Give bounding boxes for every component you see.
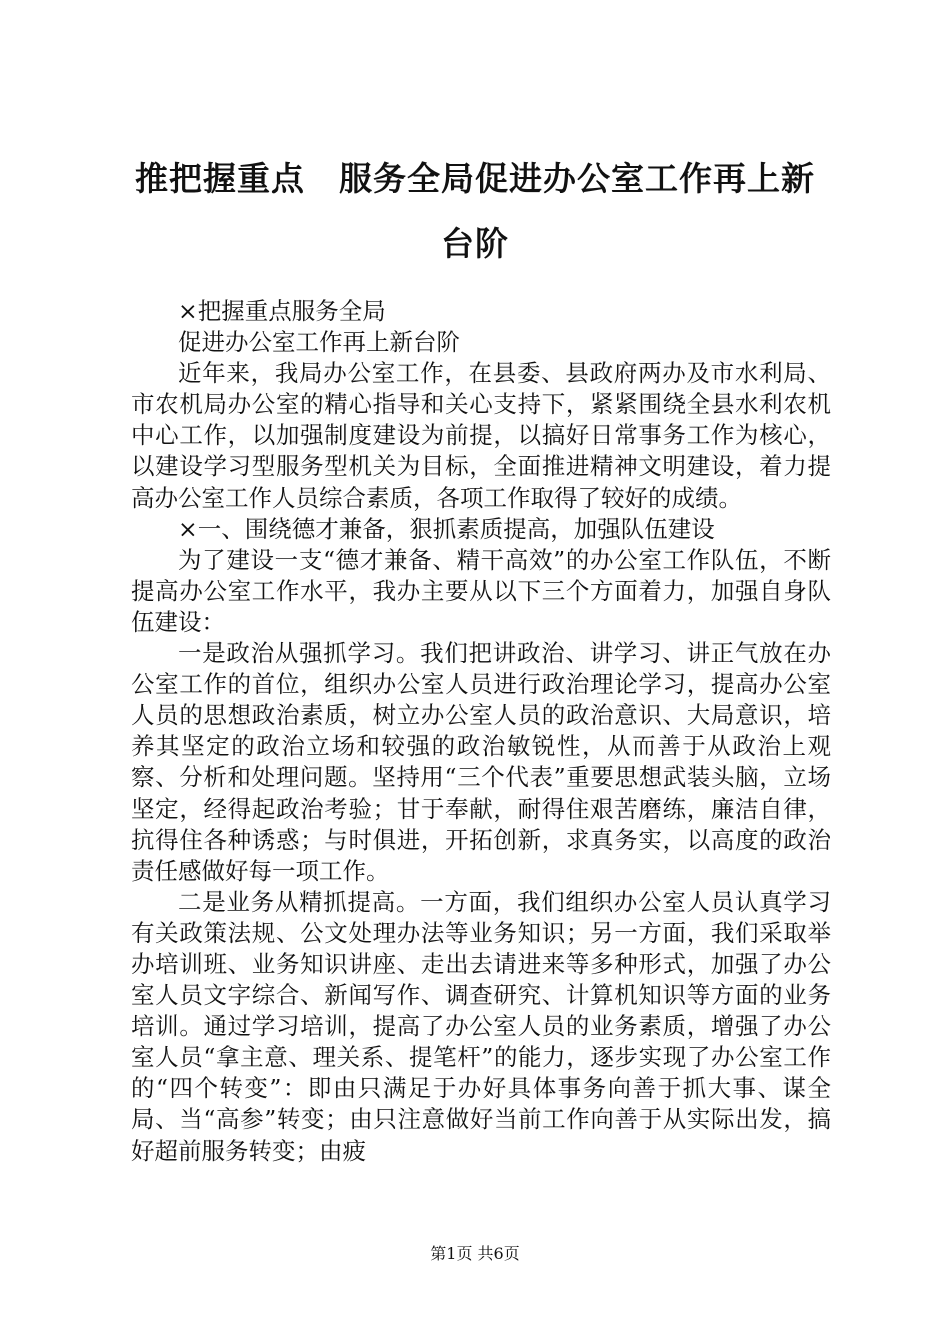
paragraph: ×把握重点服务全局 [178,297,386,325]
page-footer: 第1页 共6页 [430,1244,520,1263]
document-title-line-2: 台阶 [441,224,509,263]
paragraph: 一是政治从强抓学习。我们把讲政治、讲学习、讲正气放在办公室工作的首位，组织办公室人员进行政治理论学习，提高办公室人员的思想政治素质，树立办公室人员的政治意识、大局意识，培养其坚定的政治立场和较强的政治敏锐性，从而善于从政治上观察、分析和处理问题。坚持用“三个代表”重要思想武装头脑，立场坚定，经得起政治考验；甘于奉献，耐得住艰苦磨练，廉洁自律，抗得住各种诱惑；与时俱进，开拓创新，求真务实，以高度的政治责任感做好每一项工作。 [131,639,831,885]
paragraph: 促进办公室工作再上新台阶 [178,328,460,357]
paragraph: 二是业务从精抓提高。一方面，我们组织办公室人员认真学习有关政策法规、公文处理办法等业务知识；另一方面，我们采取举办培训班、业务知识讲座、走出去请进来等多种形式，加强了办公室人员文字综合、新闻写作、调查研究、计算机知识等方面的业务培训。通过学习培训，提高了办公室人员的业务素质，增强了办公室人员“拿主意、理关系、提笔杆”的能力，逐步实现了办公室工作的“四个转变”：即由只满足于办好具体事务向善于抓大事、谋全局、当“高参”转变；由只注意做好当前工作向善于从实际出发，搞好超前服务转变；由疲 [131,887,831,1165]
document-title-line-1: 推把握重点 服务全局促进办公室工作再上新 [135,159,815,198]
paragraph: 为了建设一支“德才兼备、精干高效”的办公室工作队伍，不断提高办公室工作水平，我办主要从以下三个方面着力，加强自身队伍建设： [131,545,831,636]
document-body [131,296,831,1167]
paragraph: 近年来，我局办公室工作，在县委、县政府两办及市水利局、市农机局办公室的精心指导和关心支持下，紧紧围绕全县水利农机中心工作，以加强制度建设为前提，以搞好日常事务工作为核心，以建设学习型服务型机关为目标，全面推进精神文明建设，着力提高办公室工作人员综合素质，各项工作取得了较好的成绩。 [131,359,831,512]
section-heading: ×一、围绕德才兼备，狠抓素质提高，加强队伍建设 [178,514,715,543]
